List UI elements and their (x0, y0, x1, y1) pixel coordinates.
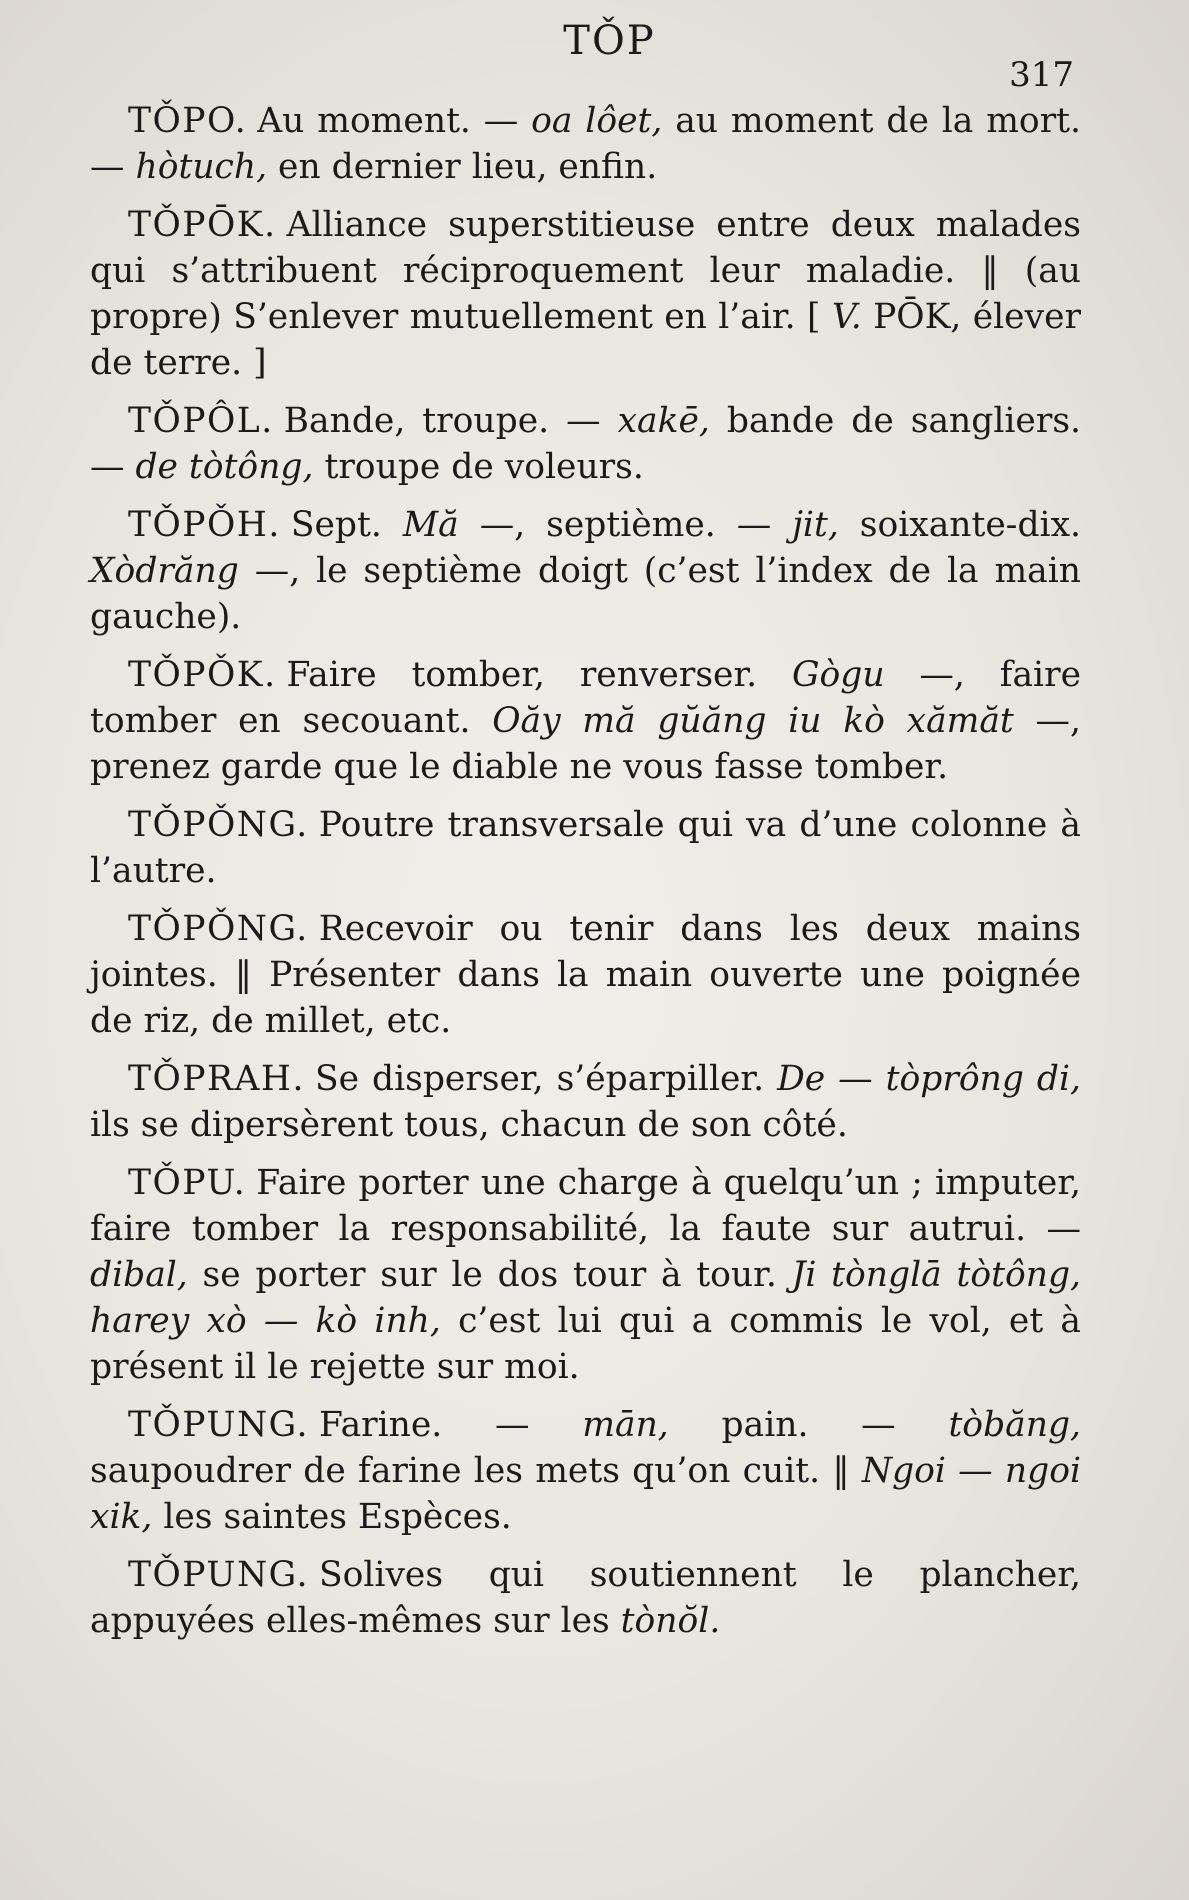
entry-headword: TǑPǑH. (128, 505, 281, 545)
entry-text: —, le septième doigt (c’est l’index de la main gauche). (90, 551, 1081, 637)
entry-text: ils se dipersèrent tous, chacun de son côté. (90, 1105, 848, 1145)
entry-text: —, septième. — (458, 505, 793, 545)
entry-headword: TǑPǑK. (128, 655, 277, 695)
entry-example-italic: dibal, (90, 1255, 188, 1295)
entry-text: Farine. — (318, 1405, 583, 1445)
dictionary-entry (90, 202, 1081, 386)
entry-example-italic: De — tòprông di, (777, 1059, 1081, 1099)
dictionary-entry (90, 1160, 1081, 1390)
entry-example-italic: Ngoi — ngoi xik, (90, 1451, 1081, 1537)
entry-headword: TǑPUNG. (128, 1405, 309, 1445)
entry-example-italic: V. (831, 297, 862, 337)
entry-text: se porter sur le dos tour à tour. (187, 1255, 792, 1295)
entry-text: c’est lui qui a commis le vol, et à présent il le rejette sur moi. (90, 1301, 1081, 1387)
entry-example-italic: jit, (792, 505, 839, 545)
entry-text: Recevoir ou tenir dans les deux mains jointes. ‖ Présenter dans la main ouverte une poignée de riz, de millet, etc. (90, 909, 1081, 1041)
entry-text: soixante-dix. (838, 505, 1082, 545)
entry-text: pain. — (668, 1405, 949, 1445)
entry-headword: TǑPǑNG. (128, 909, 309, 949)
entry-headword: TǑPǑNG. (128, 805, 309, 845)
entry-text: Se disperser, s’éparpiller. (314, 1059, 778, 1099)
entry-text: Alliance superstitieuse entre deux malades qui s’attribuent réciproquement leur maladie. ‖ (au propre) S’enlever mutuellement en l’air. [ (90, 205, 1081, 337)
entry-example-italic: Mă (402, 505, 459, 545)
entry-text: Faire tomber, renverser. (286, 655, 792, 695)
entry-example-italic: hòtuch, (135, 147, 268, 187)
entry-text: —, faire tomber en secouant. (90, 655, 1081, 741)
entry-text: Sept. (290, 505, 403, 545)
dictionary-entry (90, 1402, 1081, 1540)
entry-headword: TǑPRAH. (128, 1059, 305, 1099)
entry-example-italic: tònŏl. (620, 1601, 721, 1641)
entry-text: Au moment. — (257, 101, 532, 141)
dictionary-entry (90, 502, 1081, 640)
entry-headword: TǑPO. (128, 101, 248, 141)
dictionary-entry (90, 98, 1081, 190)
entry-example-italic: tòbăng, (948, 1405, 1081, 1445)
entry-example-italic: Gògu (791, 655, 885, 695)
dictionary-entry (90, 652, 1081, 790)
entry-headword: TǑPÔL. (128, 401, 274, 441)
entry-text: Solives qui soutiennent le plancher, appuyées elles-mêmes sur les (90, 1555, 1081, 1641)
entry-example-italic: de tòtông, (135, 447, 314, 487)
entry-example-italic: Xòdrăng (90, 551, 239, 591)
entry-headword: TǑPUNG. (128, 1555, 309, 1595)
entry-text: troupe de voleurs. (313, 447, 644, 487)
dictionary-entry (90, 906, 1081, 1044)
dictionary-entry (90, 1056, 1081, 1148)
entry-text: Poutre transversale qui va d’une colonne à l’autre. (90, 805, 1081, 891)
entry-example-italic: Oăy mă gŭăng iu kò xămăt (492, 701, 1014, 741)
entry-text: au moment de la mort. — (90, 101, 1082, 187)
entry-headword: TǑPU. (128, 1163, 247, 1203)
page-number: 317 (1009, 55, 1074, 95)
entry-example-italic: mān, (582, 1405, 669, 1445)
entry-text: Bande, troupe. — (283, 401, 618, 441)
entry-example-italic: xakē, (617, 401, 710, 441)
dictionary-entry (90, 398, 1081, 490)
entry-text: bande de sangliers. — (90, 401, 1081, 487)
running-head: TǑP (563, 18, 656, 64)
entry-headword: TǑPŌK. (128, 205, 277, 245)
entry-text: —, prenez garde que le diable ne vous fasse tomber. (90, 701, 1081, 787)
entry-example-italic: oa lôet, (531, 101, 663, 141)
entry-text: saupoudrer de farine les mets qu’on cuit. ‖ (90, 1451, 862, 1491)
entry-text: Faire porter une charge à quelqu’un ; imputer, faire tomber la responsabilité, la faute sur autrui. — (90, 1163, 1081, 1249)
dictionary-entry (90, 802, 1081, 894)
dictionary-entry (90, 1552, 1081, 1644)
entries-list (90, 98, 1081, 1656)
entry-text: en dernier lieu, enfin. (267, 147, 658, 187)
entry-text: PŌK, élever de terre. ] (90, 297, 1081, 383)
entry-example-italic: Ji tònglā tòtông, harey xò — kò inh, (90, 1255, 1081, 1341)
entry-text: les saintes Espèces. (152, 1497, 512, 1537)
